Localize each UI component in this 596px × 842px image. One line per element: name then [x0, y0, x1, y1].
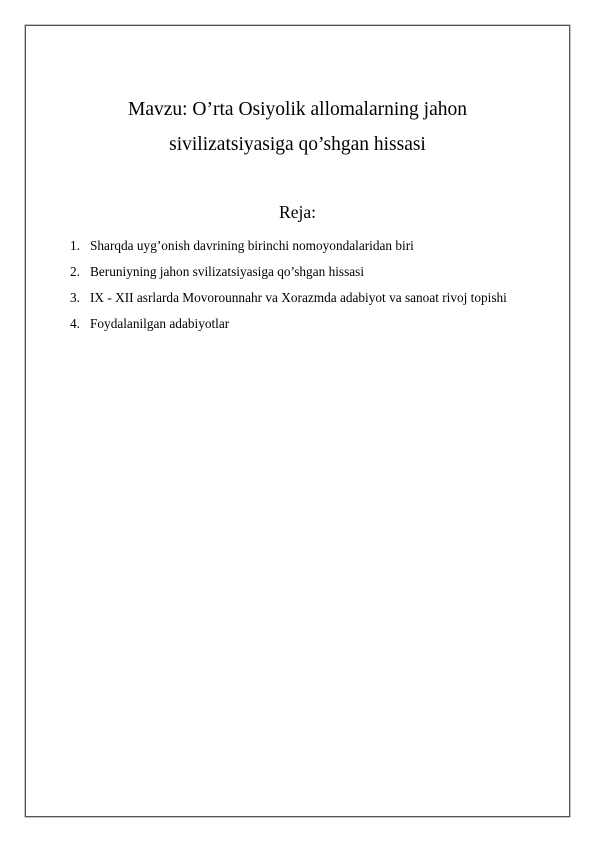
- document-title: [25, 92, 570, 162]
- title-line-1: Mavzu: O’rta Osiyolik allomalarning jahon: [127, 99, 467, 120]
- list-item-number: 2.: [70, 264, 80, 279]
- list-item-number: 1.: [70, 238, 80, 253]
- plan-heading: Reja:: [279, 202, 316, 222]
- list-item-text: Sharqda uyg’onish davrining birinchi nomoyondalaridan biri: [90, 238, 414, 253]
- list-item: [70, 311, 540, 337]
- list-item-number: 3.: [70, 290, 80, 305]
- list-item: [70, 233, 540, 259]
- list-item-text: IX - XII asrlarda Movorounnahr va Xorazmda adabiyot va sanoat rivoj topishi: [90, 290, 507, 305]
- list-item: [70, 285, 540, 311]
- plan-list: [70, 233, 540, 337]
- list-item-text: Foydalanilgan adabiyotlar: [90, 316, 230, 331]
- list-item-text: Beruniyning jahon svilizatsiyasiga qo’shgan hissasi: [90, 264, 365, 279]
- list-item: [70, 259, 540, 285]
- list-item-number: 4.: [70, 316, 80, 331]
- title-line-2: sivilizatsiyasiga qo’shgan hissasi: [169, 134, 426, 155]
